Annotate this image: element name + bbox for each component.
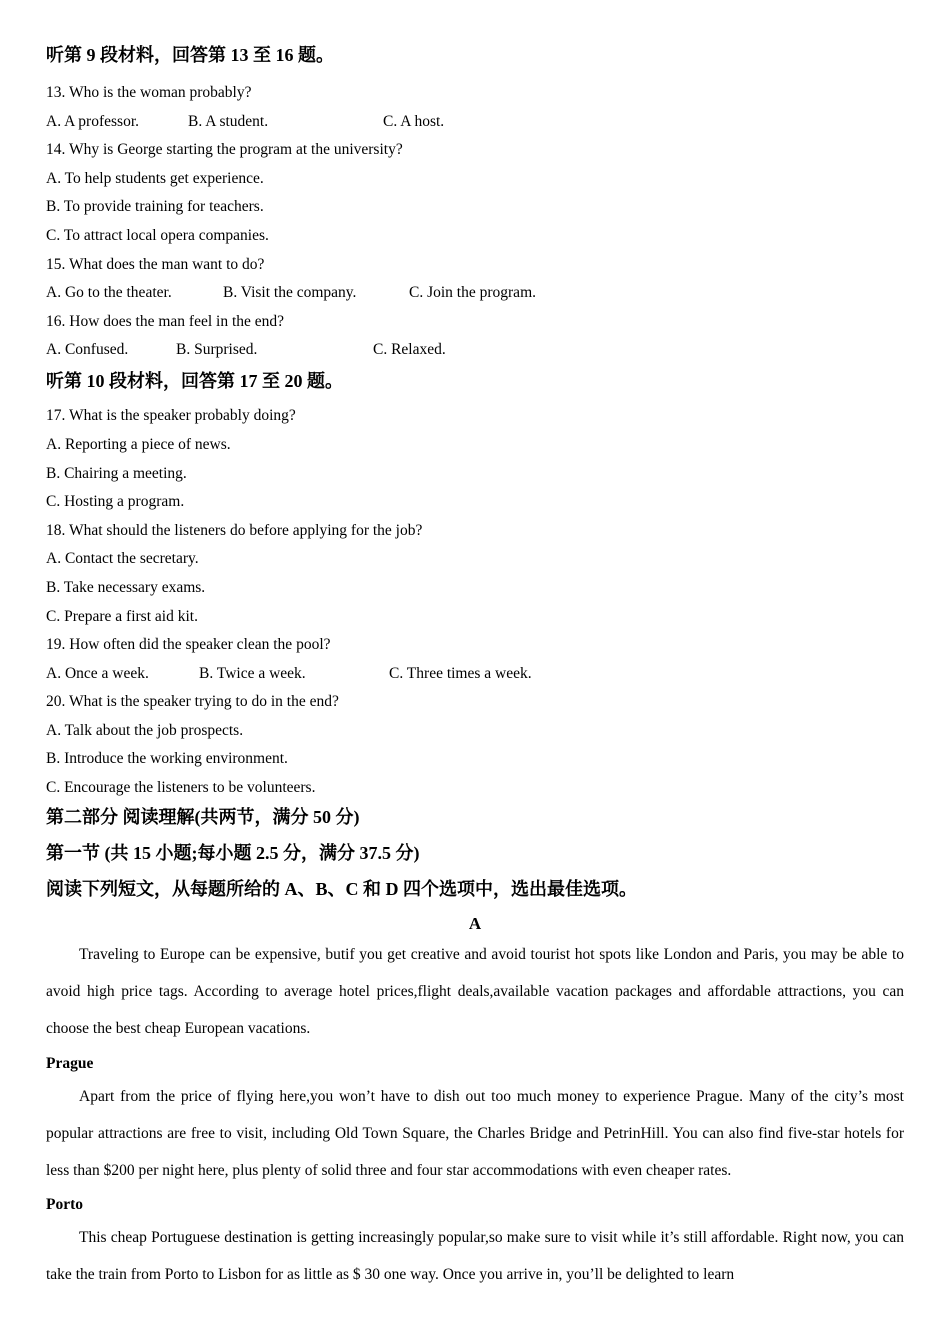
option-c: C. Three times a week.	[389, 664, 532, 682]
option-a: A. Go to the theater.	[46, 284, 172, 302]
option-c: C. To attract local opera companies.	[46, 226, 269, 244]
option-a: A. A professor.	[46, 112, 139, 130]
option-b: B. To provide training for teachers.	[46, 198, 264, 216]
option-a: A. Confused.	[46, 341, 129, 359]
option-c: C. A host.	[383, 112, 445, 130]
option-a: A. To help students get experience.	[46, 169, 264, 187]
question-15: 15. What does the man want to do?	[46, 255, 265, 273]
document-page	[46, 44, 904, 1294]
reading-part-title: 第二部分 阅读理解(共两节，满分 50 分)	[46, 807, 360, 828]
passage-intro: Traveling to Europe can be expensive, butif you get creative and avoid tourist hot spots like London and Paris, you may be able to avoid high price tags. According to average hotel prices,flight deals,available vacation packages and affordable attractions, you can choose the best cheap European vacations.	[46, 946, 904, 1038]
question-13: 13. Who is the woman probably?	[46, 84, 252, 101]
subheading-porto: Porto	[46, 1196, 84, 1214]
question-16: 16. How does the man feel in the end?	[46, 312, 285, 330]
option-b: B. Introduce the working environment.	[46, 750, 288, 768]
paragraph-prague: Apart from the price of flying here,you won’t have to dish out too much money to experience Prague. Many of the city’s most popular attractions are free to visit, including Old Town Square, the Charles Bridge and PetrinHill. You can also find five-star hotels for less than $200 per night here, plus plenty of solid three and four star accommodations with even cheaper rates.	[46, 1087, 904, 1180]
option-a: A. Talk about the job prospects.	[46, 721, 244, 739]
reading-section-title: 第一节 (共 15 小题;每小题 2.5 分，满分 37.5 分)	[46, 843, 420, 864]
option-c: C. Hosting a program.	[46, 493, 185, 511]
option-c: C. Encourage the listeners to be volunteers.	[46, 779, 316, 797]
option-b: B. Twice a week.	[199, 664, 306, 682]
question-19-options	[46, 664, 904, 693]
option-a: A. Contact the secretary.	[46, 550, 199, 568]
option-b: B. A student.	[188, 112, 269, 130]
question-13-options	[46, 112, 904, 141]
paragraph-porto: This cheap Portuguese destination is getting increasingly popular,so make sure to visit while it’s still affordable. Right now, you can take the train from Porto to Lisbon for as little as $ 30 one way. Once you arrive in, you’ll be delighted to learn	[46, 1229, 904, 1284]
option-a: A. Reporting a piece of news.	[46, 435, 231, 453]
question-14: 14. Why is George starting the program at the university?	[46, 141, 403, 159]
option-c: C. Relaxed.	[373, 341, 446, 359]
option-c: C. Prepare a first aid kit.	[46, 607, 198, 625]
option-c: C. Join the program.	[409, 284, 536, 302]
option-b: B. Take necessary exams.	[46, 578, 206, 596]
passage-label: A	[468, 914, 482, 934]
option-b: B. Chairing a meeting.	[46, 464, 187, 482]
question-20: 20. What is the speaker trying to do in the end?	[46, 693, 339, 711]
section-heading-part10: 听第 10 段材料，回答第 17 至 20 题。	[46, 371, 343, 392]
reading-instruction: 阅读下列短文，从每题所给的 A、B、C 和 D 四个选项中，选出最佳选项。	[46, 879, 637, 900]
option-b: B. Visit the company.	[223, 284, 357, 302]
question-16-options	[46, 340, 904, 364]
question-18: 18. What should the listeners do before applying for the job?	[46, 521, 423, 539]
option-b: B. Surprised.	[176, 341, 258, 359]
question-19: 19. How often did the speaker clean the pool?	[46, 636, 331, 654]
subheading-prague: Prague	[46, 1054, 94, 1072]
option-a: A. Once a week.	[46, 664, 149, 682]
question-17: 17. What is the speaker probably doing?	[46, 407, 296, 425]
question-15-options	[46, 283, 904, 312]
section-heading-part9: 听第 9 段材料，回答第 13 至 16 题。	[46, 45, 334, 65]
